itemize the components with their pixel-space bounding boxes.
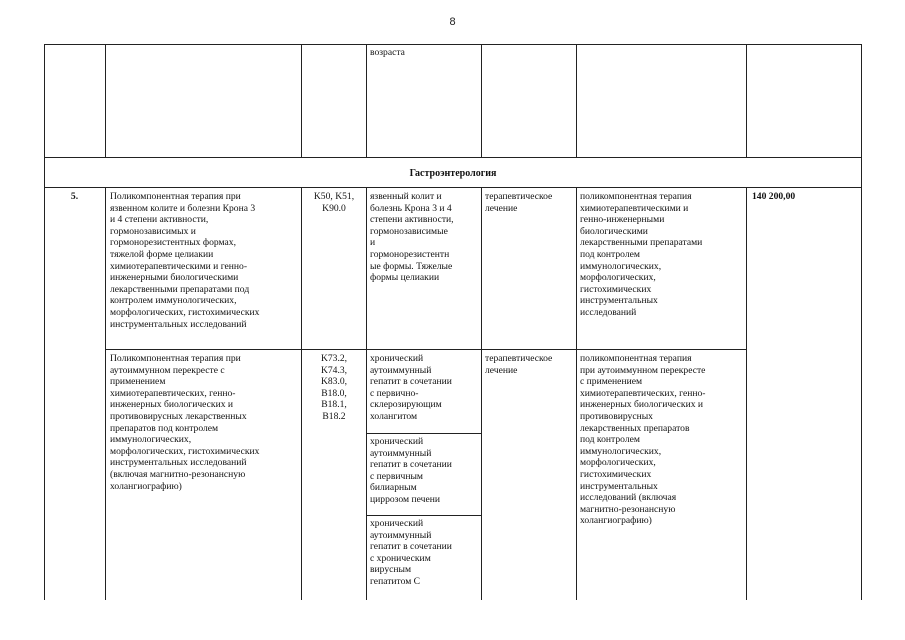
row-2-method: поликомпонентная терапия при аутоиммунном перекресте с применением химиотерапевтических, генно- инженерных биологических и противовирусных лекарственных препаратов под контролем иммунологических, морфологических, гистохимических инструментальных исследований (включая магнитно-резонансную холангиографию) xyxy=(580,353,706,527)
section-header: Гастроэнтерология xyxy=(409,168,497,179)
row-2-treatment-type: терапевтическое лечение xyxy=(485,353,553,376)
top-row-criteria: возраста xyxy=(370,47,405,58)
table-rule xyxy=(301,44,302,157)
table-rule xyxy=(576,187,577,600)
page-number: 8 xyxy=(449,16,456,28)
table-rule xyxy=(366,515,481,516)
row-1-name: Поликомпонентная терапия при язвенном колите и болезни Крона 3 и 4 степени активности, гормонозависимых и гормонорезистентных формах, тяжелой форме целиакии химиотерапевтическими и генно- инженерными биологическими лекарственными препаратами под контролем иммунологических, морфологических, гистохимических инструментальных исследований xyxy=(110,191,260,330)
row-1-treatment-type: терапевтическое лечение xyxy=(485,191,553,214)
table-rule xyxy=(105,349,746,350)
row-2-model-3: хронический аутоиммунный гепатит в сочетании с хроническим вирусным гепатитом С xyxy=(370,518,452,587)
table-rule xyxy=(746,187,747,600)
table-rule xyxy=(481,187,482,600)
table-rule xyxy=(105,44,106,157)
table-rule xyxy=(746,44,747,157)
row-1-codes: K50, K51, K90.0 xyxy=(313,191,355,214)
table-rule xyxy=(105,187,106,600)
table-rule xyxy=(861,44,862,157)
table-rule xyxy=(481,44,482,157)
table-rule xyxy=(44,187,862,188)
table-rule xyxy=(366,433,481,434)
table-rule xyxy=(366,187,367,600)
row-1-model: язвенный колит и болезнь Крона 3 и 4 степени активности, гормонозависимые и гормонорезистентн ые формы. Тяжелые формы целиакии xyxy=(370,191,454,284)
row-1-method: поликомпонентная терапия химиотерапевтическими и генно-инженерными биологическими лекарственными препаратами под контролем иммунологических, морфологических, гистохимических инструментальных исследований xyxy=(580,191,703,318)
row-2-name: Поликомпонентная терапия при аутоиммунном перекресте с применением химиотерапевтических, генно- инженерных биологических и противовирусных лекарственных препаратов под контролем иммунологических, морфологических, гистохимических инструментальных исследований (включая магнитно-резонансную холангиографию) xyxy=(110,353,260,492)
group-number: 5. xyxy=(70,191,79,202)
table-rule xyxy=(44,187,45,600)
table-rule xyxy=(44,44,45,157)
row-2-model-1: хронический аутоиммунный гепатит в сочетании с первично- склерозирующим холангитом xyxy=(370,353,452,422)
group-price: 140 200,00 xyxy=(752,191,796,202)
row-2-model-2: хронический аутоиммунный гепатит в сочетании с первичным билиарным циррозом печени xyxy=(370,436,452,505)
table-rule xyxy=(44,44,862,45)
table-rule xyxy=(861,187,862,600)
table-rule xyxy=(44,157,862,158)
table-rule xyxy=(576,44,577,157)
table-rule xyxy=(366,44,367,157)
medical-services-table xyxy=(44,44,862,600)
row-2-codes: K73.2, K74.3, K83.0, B18.0, B18.1, B18.2 xyxy=(320,353,348,422)
